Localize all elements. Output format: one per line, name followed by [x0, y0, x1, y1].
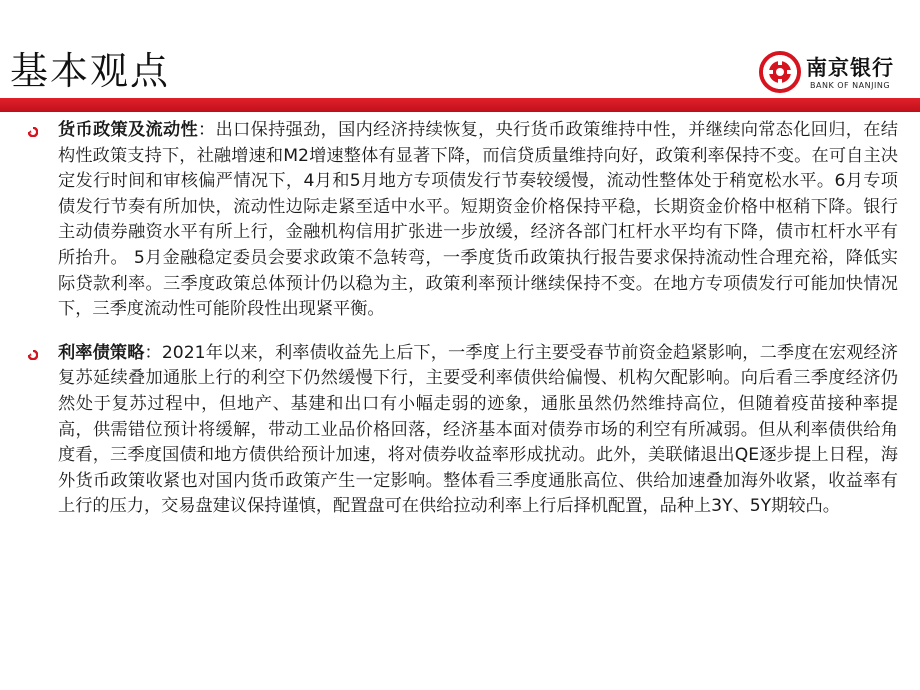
- logo-name-en: BANK OF NANJING: [810, 81, 891, 90]
- slide-header: [0, 0, 920, 100]
- red-swirl-bullet-icon: [28, 127, 38, 137]
- bullet-separator: ：: [144, 342, 162, 363]
- bullet-rate-bond-strategy: [28, 341, 898, 520]
- bullet-body: 出口保持强劲，国内经济持续恢复，央行货币政策维持中性，并继续向常态化回归，在结构性政策支持下，社融增速和M2增速整体有显著下降，而信贷质量维持向好，政策利率保持不变。在可自主决定发行时间和审核偏严情况下，4月和5月地方专项债发行节奏较缓慢，流动性整体处于稍宽松水平。6月专项债发行节奏有所加快，流动性边际走紧至适中水平。短期资金价格保持平稳，长期资金价格中枢稍下降。银行主动债券融资水平有所上行，金融机构信用扩张进一步放缓，经济各部门杠杆水平均有下降，债市杠杆水平有所抬升。 5月金融稳定委员会要求政策不急转弯，一季度货币政策执行报告要求保持流动性合理充裕，降低实际贷款利率。三季度政策总体预计仍以稳为主，政策利率预计继续保持不变。在地方专项债发行可能加快情况下，三季度流动性可能阶段性出现紧平衡。: [58, 120, 898, 320]
- page-title: 基本观点: [10, 49, 171, 93]
- bullet-body: 2021年以来，利率债收益先上后下，一季度上行主要受春节前资金趋紧影响，二季度在宏观经济复苏延续叠加通胀上行的利空下仍然缓慢下行，主要受利率债供给偏慢、机构欠配影响。向后看三季度经济仍然处于复苏过程中，但地产、基建和出口有小幅走弱的迹象，通胀虽然仍然维持高位，但随着疫苗接种率提高，供需错位预计将缓解，带动工业品价格回落，经济基本面对债券市场的利空有所减弱。但从利率债供给角度看，三季度国债和地方债供给预计加速，将对债券收益率形成扰动。此外，美联储退出QE逐步提上日程，海外货币政策收紧也对国内货币政策产生一定影响。整体看三季度通胀高位、供给加速叠加海外收紧，收益率有上行的压力，交易盘建议保持谨慎，配置盘可在供给拉动利率上行后择机配置，品种上3Y、5Y期较凸。: [58, 342, 898, 517]
- red-swirl-bullet-icon: [28, 350, 38, 360]
- bullet-heading: 货币政策及流动性: [58, 120, 199, 140]
- logo-name-cn: 南京银行: [806, 56, 894, 80]
- bullet-separator: ：: [198, 120, 216, 140]
- bullet-monetary-policy: [28, 118, 898, 323]
- header-divider: [0, 98, 920, 112]
- bank-logo: [758, 50, 918, 98]
- bank-emblem-icon: [758, 50, 802, 94]
- bullet-heading: 利率债策略: [58, 342, 145, 363]
- slide-body: [28, 118, 898, 520]
